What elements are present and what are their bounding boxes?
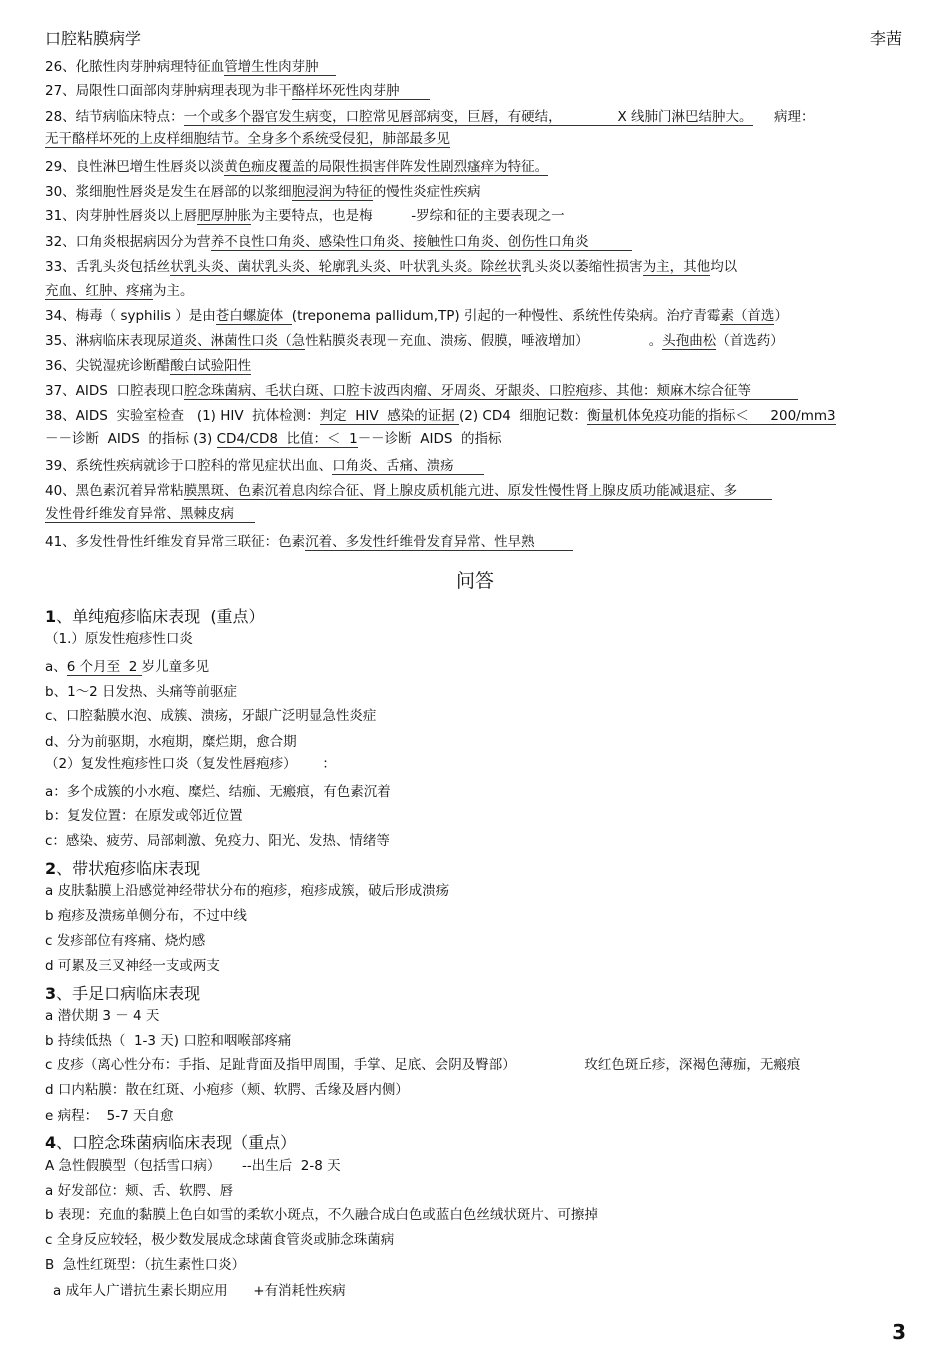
text-line-l39 xyxy=(45,457,484,475)
underlined-text: 充血、红肿、疼痛 xyxy=(45,283,153,299)
underlined-text: 养不良性口角炎、感染性口角炎、接触性口角炎、创伤性口角炎 xyxy=(210,234,589,250)
text-line-l37 xyxy=(45,382,798,400)
text-line-l28a xyxy=(45,108,814,126)
question-number: 3 xyxy=(45,984,57,1003)
text-line-l29 xyxy=(45,158,548,176)
text-line-l33b xyxy=(45,282,194,300)
text-segment: c 全身反应较轻，极少数发展成念球菌食管炎或肺念珠菌病 xyxy=(45,1232,395,1248)
text-line-l27 xyxy=(45,82,430,100)
text-segment: （2）复发性疱疹性口炎（复发性唇疱疹） ： xyxy=(45,756,336,772)
text-line-q3e xyxy=(45,1107,174,1125)
text-line-q2b xyxy=(45,907,247,925)
underlined-text: 黄色痂皮覆盖的局限性损害伴阵发性剧烈瘙痒为特征。 xyxy=(224,159,549,175)
question-text: 、口腔念珠菌病临床表现（重点） xyxy=(56,1133,297,1152)
underlined-text: 6 个月至 2 xyxy=(66,659,142,675)
text-segment: 岁儿童多见 xyxy=(141,659,210,675)
underlined-text: 肥厚肿胀 xyxy=(197,208,252,224)
course-title: 口腔粘膜病学 xyxy=(45,29,142,48)
underlined-text: CD4/CD8 比值：＜ 1 xyxy=(216,431,358,447)
underlined-text: 发性骨纤维发育异常、黑棘皮病 xyxy=(45,506,234,522)
text-segment: b：复发位置：在原发或邻近位置 xyxy=(45,808,243,824)
text-segment: 28、结节病临床特点： xyxy=(45,109,184,125)
text-line-l40b xyxy=(45,505,255,523)
underlined-text: 道炎、淋菌性口炎（急 xyxy=(170,333,306,349)
text-segment: 26、化脓性肉芽肿病理特征血 xyxy=(45,59,225,75)
text-line-l40a xyxy=(45,482,772,500)
text-segment: 39、系统性疾病就诊于口腔科的常见症状出血、 xyxy=(45,458,333,474)
text-segment: 31、肉芽肿性唇炎以上唇 xyxy=(45,208,198,224)
text-line-q1e xyxy=(45,733,297,751)
underlined-text xyxy=(400,83,430,100)
text-line-l30 xyxy=(45,183,481,201)
text-segment: 的慢性炎症性疾病 xyxy=(372,184,481,200)
page-header xyxy=(45,26,902,48)
underlined-text xyxy=(234,506,255,523)
text-segment: 乳头炎以萎缩性损害 xyxy=(521,259,643,275)
text-line-l28b xyxy=(45,130,450,148)
text-segment: 37、AIDS 口腔表现口 xyxy=(45,383,184,399)
text-segment: b 持续低热（ 1-3 天) 口腔和咽喉部疼痛 xyxy=(45,1033,292,1049)
text-segment: c 皮疹（离心性分布：手指、足趾背面及指甲周围，手掌、足底、会阴及臀部） 玫红色斑丘疹，深褐色薄痂，无瘢痕 xyxy=(45,1057,801,1073)
question-number: 4 xyxy=(45,1133,57,1152)
text-line-l38a xyxy=(45,407,836,425)
text-line-l41 xyxy=(45,533,573,551)
author-name: 李茜 xyxy=(869,29,902,48)
page-number: 3 xyxy=(892,1320,906,1344)
underlined-text: 头孢曲松 xyxy=(662,333,717,349)
text-line-q3b xyxy=(45,1032,291,1050)
text-segment: b、1～2 日发热、头痛等前驱症 xyxy=(45,684,238,700)
text-segment: a 好发部位：颊、舌、软腭、唇 xyxy=(45,1183,234,1199)
text-line-l33a xyxy=(45,258,737,276)
underlined-text: 一个或多个器官发生病变，口腔常见唇部病变，巨唇，有硬结， X 线肺门淋巴结肿大。 xyxy=(183,109,753,125)
text-line-q1i xyxy=(45,832,390,850)
text-segment: A 急性假膜型（包括雪口病） --出生后 2-8 天 xyxy=(45,1158,341,1174)
text-segment: ） xyxy=(774,308,788,324)
text-segment: 为主要特点，也是梅 -罗综和征的主要表现之一 xyxy=(251,208,565,224)
text-segment: B 急性红斑型：（抗生素性口炎） xyxy=(45,1257,246,1273)
text-segment: b 表现：充血的黏膜上色白如雪的柔软小斑点，不久融合成白色或蓝白色丝绒状斑片、可擦掉 xyxy=(45,1207,598,1223)
text-line-q4e xyxy=(45,1256,245,1274)
text-line-q3a xyxy=(45,1007,159,1025)
text-line-q2a xyxy=(45,882,449,900)
text-line-q4f xyxy=(53,1282,346,1300)
text-line-l36 xyxy=(45,357,251,375)
text-line-q1a xyxy=(45,630,193,648)
text-line-q3c xyxy=(45,1056,800,1074)
text-segment: 性粘膜炎表现－充血、溃疡、假膜，唾液增加） 。 xyxy=(305,333,663,349)
text-segment: 病理： xyxy=(752,109,815,125)
text-segment: (2) CD4 细胞记数： xyxy=(459,408,587,424)
underlined-text: 酪样坏死性肉芽肿 xyxy=(291,83,400,99)
text-segment: c：感染、疲劳、局部刺激、免疫力、阳光、发热、情绪等 xyxy=(45,833,390,849)
text-line-q2d xyxy=(45,957,220,975)
underlined-text xyxy=(535,534,574,551)
text-segment: e 病程： 5-7 天自愈 xyxy=(45,1108,174,1124)
underlined-text: 胞浸润为特征 xyxy=(291,184,373,200)
text-line-l34 xyxy=(45,307,788,325)
underlined-text xyxy=(751,383,798,400)
text-segment: a、 xyxy=(45,659,67,675)
text-segment: d 口内粘膜：散在红斑、小疱疹（颊、软腭、舌缘及唇内侧） xyxy=(45,1082,409,1098)
text-segment: （首选药） xyxy=(716,333,784,349)
text-line-q3d xyxy=(45,1081,409,1099)
question-heading-h3 xyxy=(45,981,200,1004)
question-heading-h1 xyxy=(45,604,265,627)
text-segment: 32、口角炎根据病因分为营 xyxy=(45,234,211,250)
underlined-text xyxy=(454,458,484,475)
underlined-text: 腔念珠菌病、毛状白斑、口腔卡波西肉瘤、牙周炎、牙龈炎、口腔疱疹、其他：颊麻木综合征等 xyxy=(183,383,751,399)
underlined-text: 沉着、多发性纤维骨发育异常、性早熟 xyxy=(305,534,535,550)
text-line-q1b xyxy=(45,658,209,676)
text-line-q4c xyxy=(45,1206,598,1224)
text-segment: a：多个成簇的小水疱、糜烂、结痂、无瘢痕，有色素沉着 xyxy=(45,784,391,800)
text-line-q1d xyxy=(45,707,376,725)
text-line-q1g xyxy=(45,783,391,801)
underlined-text xyxy=(589,234,632,251)
text-segment: 30、浆细胞性唇炎是发生在唇部的以浆细 xyxy=(45,184,292,200)
text-segment: c 发疹部位有疼痛、烧灼感 xyxy=(45,933,206,949)
section-title: 问答 xyxy=(455,570,494,592)
question-text: 、手足口病临床表现 xyxy=(56,984,201,1003)
text-segment: 38、AIDS 实验室检查 (1) HIV 抗体检测： xyxy=(45,408,320,424)
underlined-text: 无干酪样坏死的上皮样细胞结节。全身多个系统受侵犯，肺部最多见 xyxy=(45,131,450,147)
text-segment: －－诊断 AIDS 的指标 xyxy=(357,431,502,447)
text-segment: 27、局限性口面部肉芽肿病理表现为非干 xyxy=(45,83,292,99)
text-segment: 35、淋病临床表现尿 xyxy=(45,333,171,349)
underlined-text: 管增生性肉芽肿 xyxy=(224,59,319,75)
underlined-text xyxy=(319,59,336,76)
text-segment: 41、多发性骨性纤维发育异常三联征：色素 xyxy=(45,534,306,550)
text-segment: 均以 xyxy=(710,259,738,275)
text-line-q1c xyxy=(45,683,237,701)
underlined-text: 为主，其他 xyxy=(642,259,711,275)
underlined-text: 判定 HIV 感染的证据 xyxy=(319,408,460,424)
text-segment: d 可累及三叉神经一支或两支 xyxy=(45,958,220,974)
text-segment: －－诊断 AIDS 的指标 (3) xyxy=(45,431,217,447)
text-segment: a 皮肤黏膜上沿感觉神经带状分布的疱疹，疱疹成簇，破后形成溃疡 xyxy=(45,883,450,899)
text-segment: (treponema pallidum,TP) 引起的一种慢性、系统性传染病。治疗青霉 xyxy=(291,308,721,324)
question-heading-h2 xyxy=(45,856,200,879)
text-segment: 36、尖锐湿疣诊断醋 xyxy=(45,358,171,374)
question-text: 、带状疱疹临床表现 xyxy=(56,859,201,878)
underlined-text: 素（首选 xyxy=(720,308,775,324)
text-line-l35 xyxy=(45,332,784,350)
question-text: 、单纯疱疹临床表现 (重点） xyxy=(56,607,265,626)
underlined-text: 衡量机体免疫功能的指标＜ 200/mm3 xyxy=(586,408,836,424)
underlined-text: 状乳头炎、菌状乳头炎、轮廓乳头炎、叶状乳头炎。除丝状 xyxy=(170,259,522,275)
text-segment: 34、梅毒（ syphilis ）是由 xyxy=(45,308,216,324)
text-segment: c、口腔黏膜水泡、成簇、溃疡，牙龈广泛明显急性炎症 xyxy=(45,708,377,724)
text-segment: 为主。 xyxy=(153,283,194,299)
underlined-text: 苍白螺旋体 xyxy=(215,308,292,324)
text-segment: a 成年人广谱抗生素长期应用 +有消耗性疾病 xyxy=(53,1283,346,1299)
text-segment: b 疱疹及溃疡单侧分布，不过中线 xyxy=(45,908,247,924)
underlined-text: 膜黑斑、色素沉着息肉综合征、肾上腺皮质机能亢进、原发性慢性肾上腺皮质功能减退症、多 xyxy=(183,483,738,499)
question-number: 1 xyxy=(45,607,57,626)
text-line-q2c xyxy=(45,932,205,950)
underlined-text: 口角炎、舌痛、溃疡 xyxy=(332,458,454,474)
text-line-l26 xyxy=(45,58,336,76)
question-heading-h4 xyxy=(45,1130,296,1153)
text-segment: 33、舌乳头炎包括丝 xyxy=(45,259,171,275)
question-number: 2 xyxy=(45,859,57,878)
text-line-q1f xyxy=(45,755,336,773)
text-line-q1h xyxy=(45,807,243,825)
text-line-q4a xyxy=(45,1157,341,1175)
text-line-l31 xyxy=(45,207,565,225)
text-segment: a 潜伏期 3 － 4 天 xyxy=(45,1008,160,1024)
text-line-q4b xyxy=(45,1182,233,1200)
text-line-l32 xyxy=(45,233,632,251)
text-segment: （1.）原发性疱疹性口炎 xyxy=(45,631,193,647)
text-line-q4d xyxy=(45,1231,394,1249)
text-segment: d、分为前驱期，水疱期，糜烂期，愈合期 xyxy=(45,734,297,750)
text-line-l38b xyxy=(45,430,502,448)
text-segment: 40、黑色素沉着异常粘 xyxy=(45,483,184,499)
underlined-text: 酸白试验阳性 xyxy=(170,358,252,374)
text-segment: 29、良性淋巴增生性唇炎以淡 xyxy=(45,159,225,175)
underlined-text xyxy=(737,483,771,500)
